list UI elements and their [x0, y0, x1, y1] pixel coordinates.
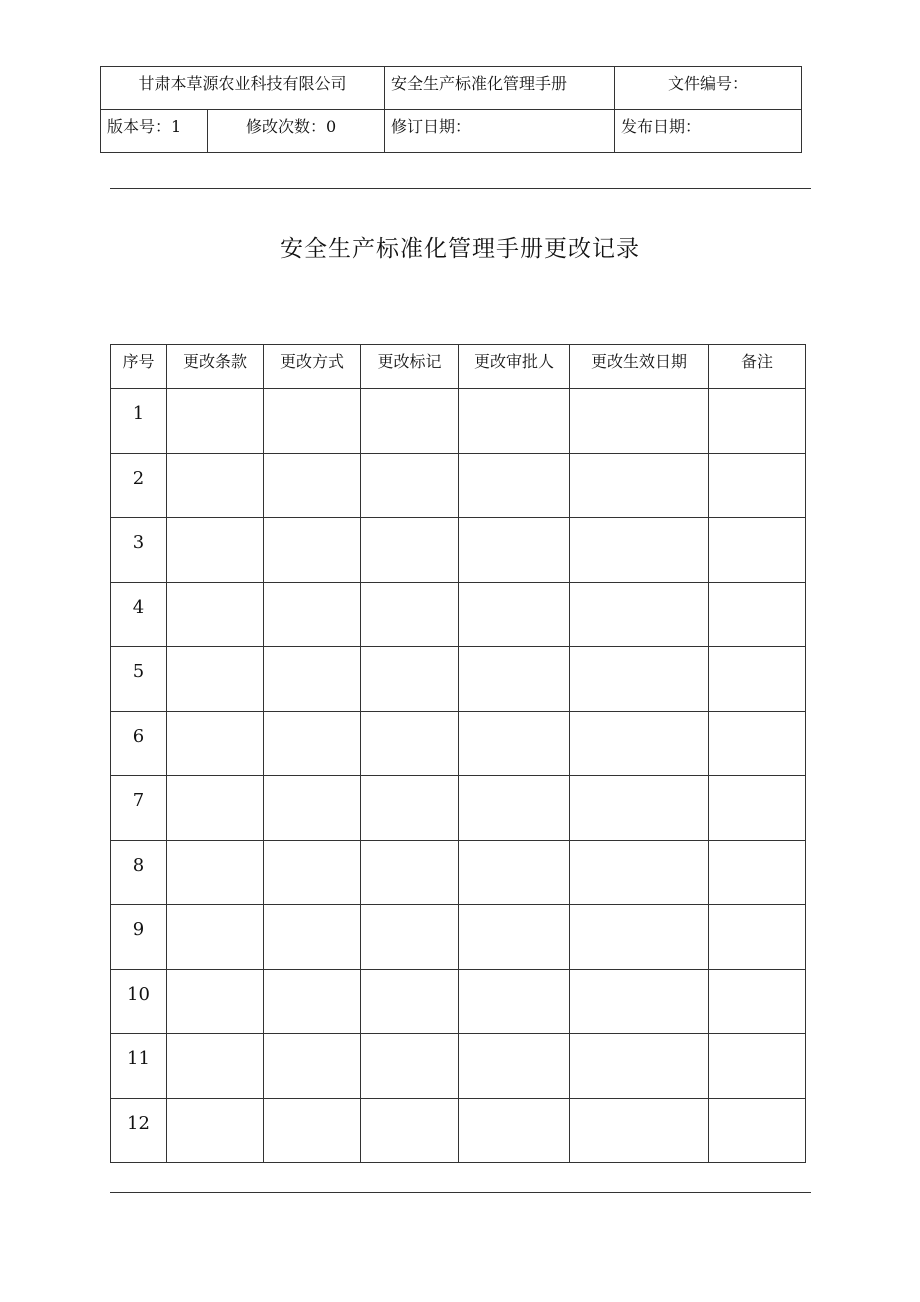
- top-divider: [110, 188, 811, 189]
- empty-cell: [361, 518, 459, 583]
- empty-cell: [361, 582, 459, 647]
- manual-name: 安全生产标准化管理手册: [385, 67, 615, 110]
- empty-cell: [167, 389, 264, 454]
- empty-cell: [361, 647, 459, 712]
- table-row: [111, 453, 806, 518]
- column-header-approver: 更改审批人: [459, 345, 570, 389]
- table-row: [111, 647, 806, 712]
- empty-cell: [570, 776, 709, 841]
- table-row: [111, 582, 806, 647]
- table-row: [111, 776, 806, 841]
- row-serial-number: 12: [111, 1098, 167, 1163]
- empty-cell: [459, 711, 570, 776]
- empty-cell: [167, 453, 264, 518]
- empty-cell: [361, 389, 459, 454]
- empty-cell: [459, 969, 570, 1034]
- row-serial-number: 1: [111, 389, 167, 454]
- empty-cell: [709, 969, 806, 1034]
- empty-cell: [709, 647, 806, 712]
- empty-cell: [459, 776, 570, 841]
- empty-cell: [167, 711, 264, 776]
- empty-cell: [361, 1034, 459, 1099]
- empty-cell: [264, 518, 361, 583]
- empty-cell: [709, 453, 806, 518]
- row-serial-number: 5: [111, 647, 167, 712]
- row-serial-number: 6: [111, 711, 167, 776]
- empty-cell: [264, 711, 361, 776]
- empty-cell: [709, 389, 806, 454]
- empty-cell: [709, 840, 806, 905]
- empty-cell: [570, 840, 709, 905]
- empty-cell: [570, 1098, 709, 1163]
- row-serial-number: 9: [111, 905, 167, 970]
- page-title: 安全生产标准化管理手册更改记录: [280, 236, 640, 262]
- empty-cell: [709, 905, 806, 970]
- empty-cell: [167, 582, 264, 647]
- empty-cell: [361, 1098, 459, 1163]
- table-row: [111, 1034, 806, 1099]
- empty-cell: [709, 518, 806, 583]
- empty-cell: [570, 711, 709, 776]
- empty-cell: [167, 776, 264, 841]
- empty-cell: [570, 969, 709, 1034]
- header-row-1: [101, 67, 802, 110]
- empty-cell: [167, 969, 264, 1034]
- empty-cell: [361, 453, 459, 518]
- company-name: 甘肃本草源农业科技有限公司: [101, 67, 385, 110]
- column-header-remarks: 备注: [709, 345, 806, 389]
- empty-cell: [167, 647, 264, 712]
- empty-cell: [264, 453, 361, 518]
- empty-cell: [264, 1098, 361, 1163]
- publish-date-label: 发布日期：: [615, 110, 802, 153]
- empty-cell: [167, 905, 264, 970]
- empty-cell: [264, 582, 361, 647]
- empty-cell: [361, 776, 459, 841]
- table-row: [111, 389, 806, 454]
- row-serial-number: 7: [111, 776, 167, 841]
- table-row: [111, 711, 806, 776]
- table-row: [111, 969, 806, 1034]
- column-header-serial: 序号: [111, 345, 167, 389]
- column-header-effective-date: 更改生效日期: [570, 345, 709, 389]
- empty-cell: [264, 840, 361, 905]
- table-row: [111, 840, 806, 905]
- empty-cell: [459, 840, 570, 905]
- empty-cell: [264, 776, 361, 841]
- empty-cell: [459, 453, 570, 518]
- empty-cell: [167, 1034, 264, 1099]
- row-serial-number: 4: [111, 582, 167, 647]
- empty-cell: [570, 582, 709, 647]
- empty-cell: [459, 1098, 570, 1163]
- empty-cell: [570, 1034, 709, 1099]
- table-row: [111, 905, 806, 970]
- row-serial-number: 11: [111, 1034, 167, 1099]
- version-label: 版本号：1: [101, 110, 208, 152]
- column-header-clause: 更改条款: [167, 345, 264, 389]
- empty-cell: [459, 905, 570, 970]
- empty-cell: [167, 1098, 264, 1163]
- empty-cell: [459, 518, 570, 583]
- empty-cell: [709, 1098, 806, 1163]
- row-serial-number: 8: [111, 840, 167, 905]
- empty-cell: [459, 1034, 570, 1099]
- table-row: [111, 1098, 806, 1163]
- row-serial-number: 2: [111, 453, 167, 518]
- empty-cell: [167, 518, 264, 583]
- table-body: [111, 389, 806, 1163]
- revision-count-label: 修改次数：0: [246, 117, 337, 136]
- empty-cell: [264, 389, 361, 454]
- empty-cell: [361, 840, 459, 905]
- bottom-divider: [110, 1192, 811, 1193]
- empty-cell: [570, 453, 709, 518]
- empty-cell: [361, 905, 459, 970]
- table-header-row: [111, 345, 806, 389]
- revision-date-label: 修订日期：: [385, 110, 615, 153]
- empty-cell: [264, 969, 361, 1034]
- empty-cell: [570, 905, 709, 970]
- document-number-label: 文件编号：: [615, 67, 802, 110]
- column-header-method: 更改方式: [264, 345, 361, 389]
- empty-cell: [264, 905, 361, 970]
- row-serial-number: 3: [111, 518, 167, 583]
- empty-cell: [264, 1034, 361, 1099]
- empty-cell: [709, 711, 806, 776]
- empty-cell: [459, 647, 570, 712]
- row-serial-number: 10: [111, 969, 167, 1034]
- version-cell: [101, 110, 385, 153]
- empty-cell: [570, 389, 709, 454]
- empty-cell: [361, 711, 459, 776]
- empty-cell: [361, 969, 459, 1034]
- column-header-mark: 更改标记: [361, 345, 459, 389]
- empty-cell: [264, 647, 361, 712]
- empty-cell: [167, 840, 264, 905]
- empty-cell: [459, 389, 570, 454]
- empty-cell: [709, 1034, 806, 1099]
- empty-cell: [709, 582, 806, 647]
- header-row-2: [101, 110, 802, 153]
- document-header-table: [100, 66, 802, 153]
- empty-cell: [570, 518, 709, 583]
- table-row: [111, 518, 806, 583]
- change-record-table: [110, 344, 806, 1163]
- empty-cell: [459, 582, 570, 647]
- empty-cell: [570, 647, 709, 712]
- empty-cell: [709, 776, 806, 841]
